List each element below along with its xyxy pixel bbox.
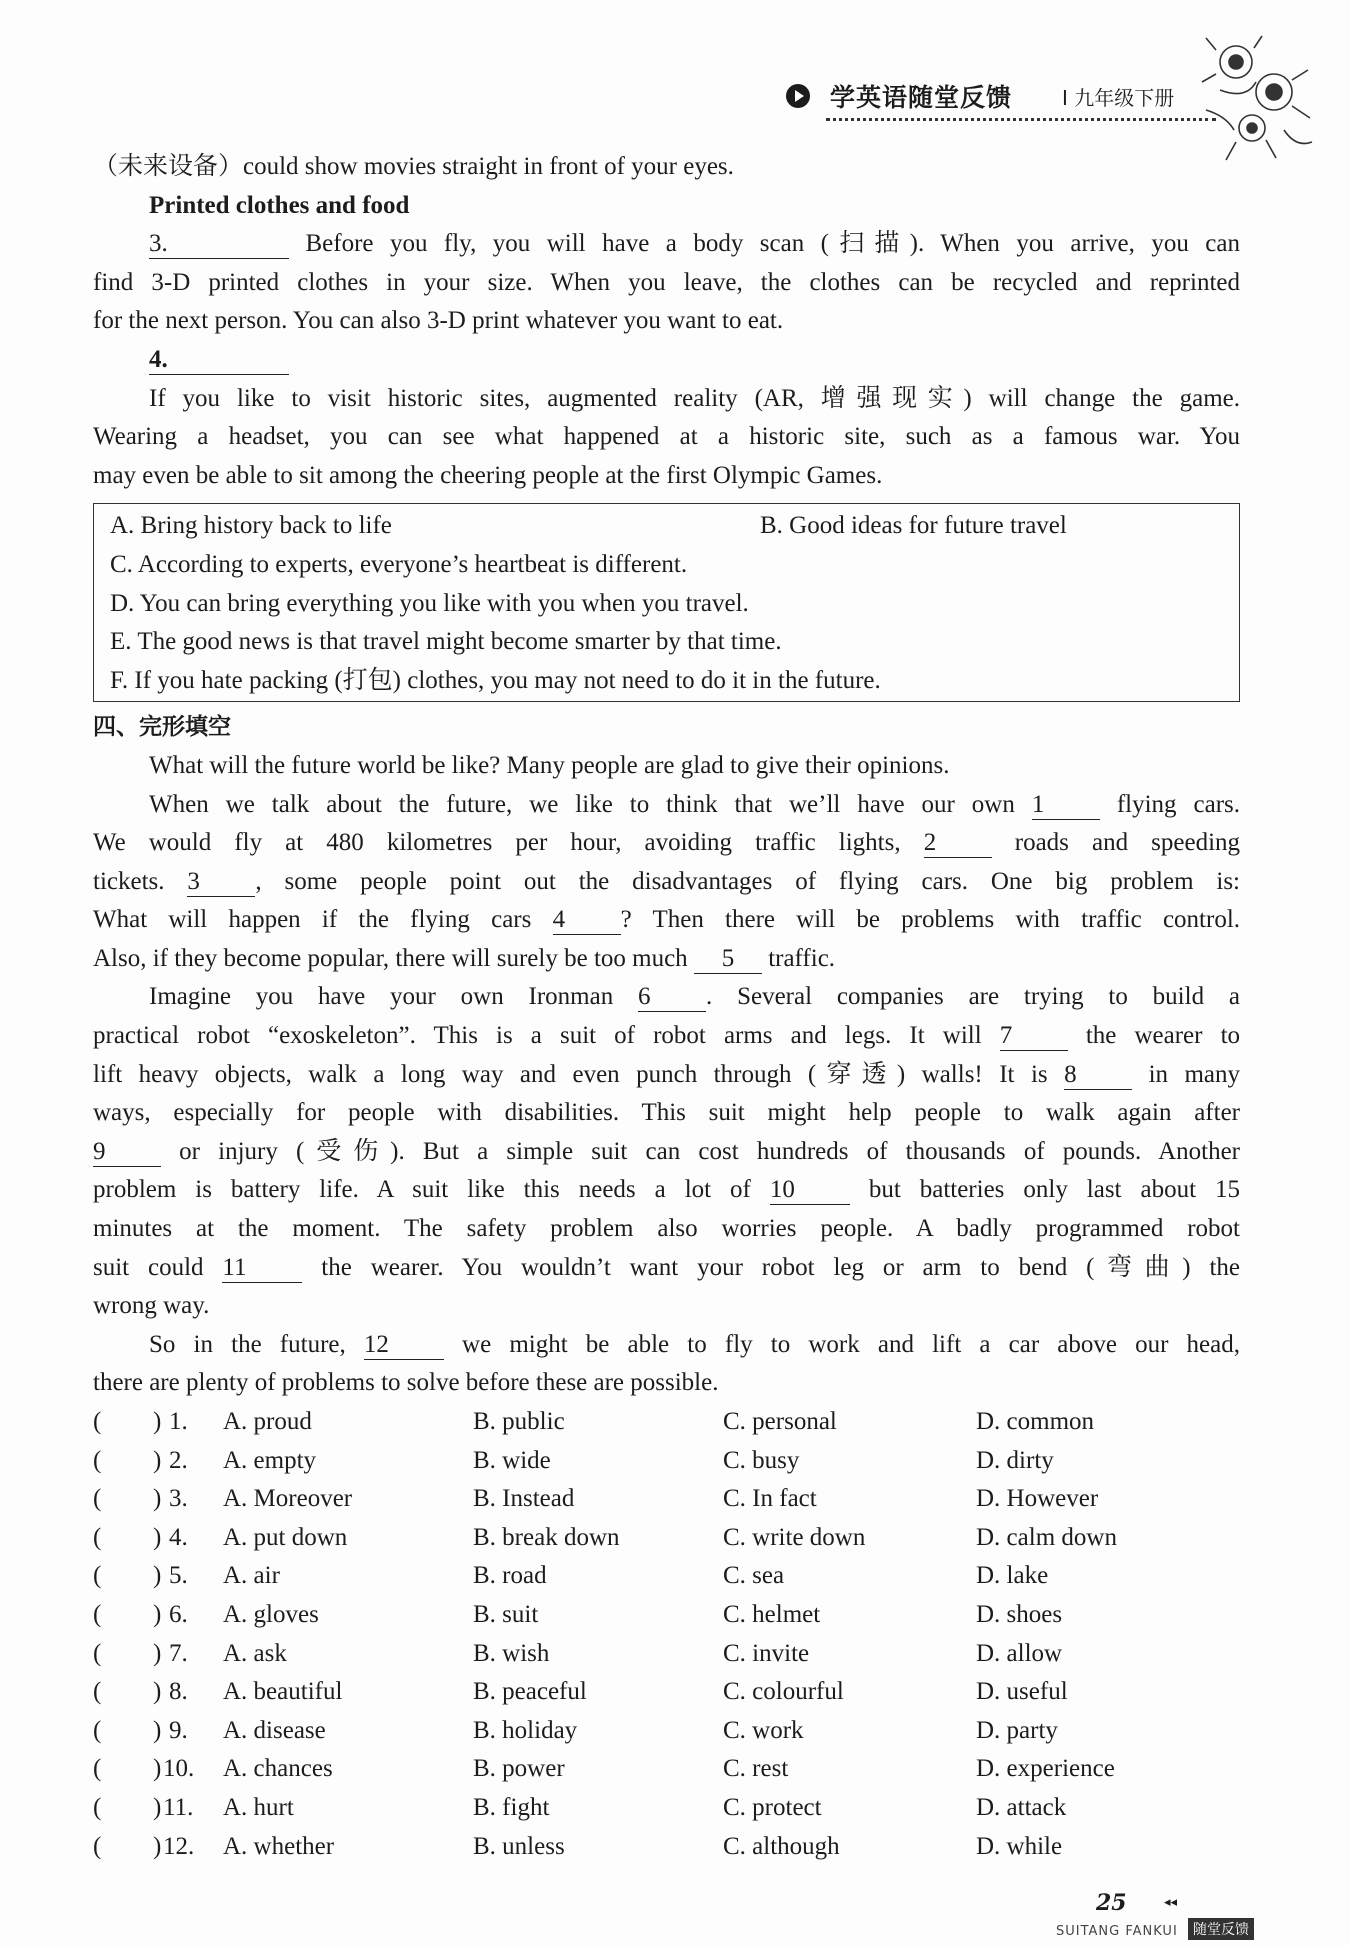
cloze-text: So in the future, xyxy=(149,1330,346,1358)
cloze-text: suit could xyxy=(93,1253,204,1281)
choice-c[interactable]: C. sea xyxy=(723,1562,785,1590)
choice-c[interactable]: C. In fact xyxy=(723,1485,817,1513)
cloze-line-11 xyxy=(93,1133,1240,1172)
answer-paren-open[interactable]: ( xyxy=(93,1485,102,1513)
choice-c[interactable]: C. invite xyxy=(723,1639,810,1667)
title-separator: I xyxy=(1062,86,1068,110)
question-number: 8. xyxy=(169,1678,188,1706)
answer-paren-close: ) xyxy=(153,1639,162,1667)
cloze-text: Also, if they become popular, there will surely be too much xyxy=(93,944,688,972)
answer-paren-open[interactable]: ( xyxy=(93,1793,102,1821)
paragraph-4-line-1: If you like to visit historic sites, augmented reality (AR, 增强现实) will change the game. xyxy=(149,384,1240,412)
choice-a[interactable]: A. put down xyxy=(223,1523,348,1551)
paragraph-3-text: Before you fly, you will have a body scan (扫描). When you arrive, you can xyxy=(305,230,1241,258)
cloze-text: ? Then there will be problems with traffic control. xyxy=(620,906,1241,934)
cloze-blank-8[interactable]: 8 xyxy=(1064,1061,1132,1090)
option-e: E. The good news is that travel might become smarter by that time. xyxy=(110,628,782,656)
question-row xyxy=(93,1596,1240,1635)
choice-b[interactable]: B. Instead xyxy=(473,1485,575,1513)
answer-paren-open[interactable]: ( xyxy=(93,1639,102,1667)
answer-paren-open[interactable]: ( xyxy=(93,1562,102,1590)
answer-paren-open[interactable]: ( xyxy=(93,1408,102,1435)
choice-d[interactable]: D. However xyxy=(976,1485,1099,1513)
answer-paren-open[interactable]: ( xyxy=(93,1755,102,1783)
cloze-text: problem is battery life. A suit like this needs a lot of xyxy=(93,1176,751,1204)
cloze-line-9 xyxy=(93,1056,1240,1095)
cloze-text: flying cars. xyxy=(1116,790,1241,818)
choice-c[interactable]: C. helmet xyxy=(723,1600,821,1628)
question-row xyxy=(93,1635,1240,1674)
cloze-text: We would fly at 480 kilometres per hour, avoiding traffic lights, xyxy=(93,829,901,857)
question-row xyxy=(93,1442,1240,1481)
choice-d[interactable]: D. shoes xyxy=(976,1600,1063,1628)
choice-b[interactable]: B. wish xyxy=(473,1639,550,1667)
answer-paren-close: ) xyxy=(153,1485,162,1513)
question-row xyxy=(93,1519,1240,1558)
paragraph-2-tail: （未来设备）could show movies straight in front of your eyes. xyxy=(93,153,734,180)
options-box xyxy=(93,503,1240,702)
cloze-text: practical robot “exoskeleton”. This is a suit of robot arms and legs. It will xyxy=(93,1022,982,1050)
cloze-line-2 xyxy=(93,786,1240,825)
question-number: 6. xyxy=(169,1600,188,1628)
cloze-text: we might be able to fly to work and lift a car above our head, xyxy=(462,1330,1241,1358)
cloze-text: traffic. xyxy=(768,944,836,972)
cloze-text: or injury (受伤). But a simple suit can cost hundreds of thousands of pounds. Another xyxy=(179,1137,1240,1165)
cloze-line-1: What will the future world be like? Many people are glad to give their opinions. xyxy=(149,751,950,779)
cloze-blank-6[interactable]: 6 xyxy=(638,983,706,1012)
choice-d[interactable]: D. common xyxy=(976,1408,1095,1435)
question-number: 4. xyxy=(169,1523,188,1551)
question-number: 11. xyxy=(163,1793,194,1821)
choice-b[interactable]: B. peaceful xyxy=(473,1678,587,1706)
answer-paren-close: ) xyxy=(153,1793,162,1821)
question-list xyxy=(93,1403,1240,1866)
page-footer xyxy=(1056,1890,1306,1940)
option-c: C. According to experts, everyone’s heartbeat is different. xyxy=(110,550,688,578)
choice-d[interactable]: D. useful xyxy=(976,1678,1068,1706)
paragraph-3-line-1 xyxy=(93,225,1240,264)
choice-b[interactable]: B. fight xyxy=(473,1793,550,1821)
worksheet-body xyxy=(93,148,1240,1866)
question-row xyxy=(93,1712,1240,1751)
question-row xyxy=(93,1480,1240,1519)
question-row xyxy=(93,1403,1240,1442)
cloze-line-8 xyxy=(93,1017,1240,1056)
cloze-line-4 xyxy=(93,863,1240,902)
choice-b[interactable]: B. suit xyxy=(473,1600,539,1628)
question-number: 5. xyxy=(169,1562,188,1590)
question-number: 12. xyxy=(163,1832,195,1860)
answer-paren-close: ) xyxy=(153,1832,162,1860)
answer-paren-close: ) xyxy=(153,1678,162,1706)
options-row-ab xyxy=(110,507,1223,546)
option-a: A. Bring history back to life xyxy=(110,512,392,540)
choice-b[interactable]: B. break down xyxy=(473,1523,620,1551)
header-dotted-rule xyxy=(826,118,1216,121)
choice-a[interactable]: A. hurt xyxy=(223,1793,294,1821)
choice-c[interactable]: C. rest xyxy=(723,1755,789,1783)
choice-c[interactable]: C. protect xyxy=(723,1793,822,1821)
question-number: 9. xyxy=(169,1716,188,1744)
book-title: 学英语随堂反馈 xyxy=(830,83,1013,112)
question-row xyxy=(93,1789,1240,1828)
choice-a[interactable]: A. disease xyxy=(223,1716,326,1744)
option-b: B. Good ideas for future travel xyxy=(760,512,1067,540)
cloze-blank-7[interactable]: 7 xyxy=(1000,1022,1068,1051)
series-label-chinese: 随堂反馈 xyxy=(1188,1918,1254,1940)
series-label-english: SUITANG FANKUI xyxy=(1056,1924,1178,1939)
answer-paren-open[interactable]: ( xyxy=(93,1716,102,1744)
question-number: 1. xyxy=(169,1408,188,1435)
cloze-line-17: there are plenty of problems to solve before these are possible. xyxy=(93,1369,719,1397)
grade-text: 九年级下册 xyxy=(1074,86,1175,110)
choice-c[interactable]: C. work xyxy=(723,1716,804,1744)
choice-d[interactable]: D. allow xyxy=(976,1639,1063,1667)
question-row xyxy=(93,1557,1240,1596)
cloze-text: Imagine you have your own Ironman xyxy=(149,983,614,1011)
answer-paren-open[interactable]: ( xyxy=(93,1600,102,1628)
choice-a[interactable]: A. gloves xyxy=(223,1600,319,1628)
question-row xyxy=(93,1750,1240,1789)
choice-a[interactable]: A. proud xyxy=(223,1408,312,1435)
choice-a[interactable]: A. empty xyxy=(223,1446,317,1474)
cloze-text: tickets. xyxy=(93,867,165,895)
cloze-text: . Several companies are trying to build a xyxy=(706,983,1240,1011)
choice-c[interactable]: C. write down xyxy=(723,1523,866,1551)
cloze-text: but batteries only last about 15 xyxy=(868,1176,1240,1204)
paragraph-4-line-2: Wearing a headset, you can see what happened at a historic site, such as a famous war. You xyxy=(93,423,1240,451)
choice-b[interactable]: B. holiday xyxy=(473,1716,578,1744)
option-d: D. You can bring everything you like with you when you travel. xyxy=(110,589,749,617)
answer-paren-open[interactable]: ( xyxy=(93,1523,102,1551)
choice-a[interactable]: A. ask xyxy=(223,1639,287,1667)
cloze-line-12 xyxy=(93,1171,1240,1210)
double-arrow-left-icon: ◂◂ xyxy=(1164,1894,1178,1909)
cloze-line-16 xyxy=(93,1326,1240,1365)
choice-d[interactable]: D. experience xyxy=(976,1755,1115,1783)
paragraph-4-heading xyxy=(93,341,1240,380)
cloze-blank-1[interactable]: 1 xyxy=(1032,791,1100,820)
page-header xyxy=(786,78,1226,112)
answer-paren-close: ) xyxy=(153,1716,162,1744)
answer-paren-open[interactable]: ( xyxy=(93,1678,102,1706)
cloze-blank-2[interactable]: 2 xyxy=(924,829,992,858)
cloze-blank-11[interactable]: 11 xyxy=(222,1254,302,1283)
choice-b[interactable]: B. public xyxy=(473,1408,565,1435)
option-f: F. If you hate packing (打包) clothes, you may not need to do it in the future. xyxy=(110,666,881,694)
choice-d[interactable]: D. attack xyxy=(976,1793,1067,1821)
grade-label xyxy=(1062,82,1174,111)
heading-blank-3[interactable]: 3. xyxy=(149,230,289,259)
cloze-text: in many xyxy=(1148,1060,1241,1088)
answer-paren-close: ) xyxy=(153,1408,162,1435)
cloze-blank-10[interactable]: 10 xyxy=(770,1176,850,1205)
choice-c[interactable]: C. busy xyxy=(723,1446,800,1474)
cloze-blank-9[interactable]: 9 xyxy=(93,1138,161,1167)
cloze-line-15: wrong way. xyxy=(93,1292,210,1320)
cloze-text: What will happen if the flying cars xyxy=(93,906,532,934)
cloze-text: lift heavy objects, walk a long way and even punch through (穿透) walls! It is xyxy=(93,1060,1048,1088)
choice-b[interactable]: B. road xyxy=(473,1562,547,1590)
cloze-line-10: ways, especially for people with disabilities. This suit might help people to walk again after xyxy=(93,1099,1240,1127)
choice-b[interactable]: B. unless xyxy=(473,1832,565,1860)
cloze-line-3 xyxy=(93,824,1240,863)
choice-c[interactable]: C. although xyxy=(723,1832,840,1860)
choice-a[interactable]: A. beautiful xyxy=(223,1678,343,1706)
answer-paren-open[interactable]: ( xyxy=(93,1446,102,1474)
choice-a[interactable]: A. air xyxy=(223,1562,280,1590)
choice-a[interactable]: A. chances xyxy=(223,1755,333,1783)
answer-paren-close: ) xyxy=(153,1523,162,1551)
question-number: 3. xyxy=(169,1485,188,1513)
answer-paren-open[interactable]: ( xyxy=(93,1832,102,1860)
cloze-line-6 xyxy=(93,940,1240,979)
choice-b[interactable]: B. power xyxy=(473,1755,565,1783)
cloze-text: the wearer to xyxy=(1085,1022,1241,1050)
choice-d[interactable]: D. dirty xyxy=(976,1446,1054,1474)
question-row xyxy=(93,1673,1240,1712)
question-number: 2. xyxy=(169,1446,188,1474)
paragraph-4-line-3: may even be able to sit among the cheering people at the first Olympic Games. xyxy=(93,461,883,489)
heading-blank-4[interactable]: 4. xyxy=(149,346,289,375)
cloze-text: , some people point out the disadvantages of flying cars. One big problem is: xyxy=(255,867,1241,895)
answer-paren-close: ) xyxy=(153,1755,162,1783)
cloze-line-13: minutes at the moment. The safety problem also worries people. A badly programmed robot xyxy=(93,1215,1240,1243)
choice-b[interactable]: B. wide xyxy=(473,1446,551,1474)
cloze-blank-4[interactable]: 4 xyxy=(553,906,621,935)
answer-paren-close: ) xyxy=(153,1562,162,1590)
choice-d[interactable]: D. while xyxy=(976,1832,1063,1860)
answer-paren-close: ) xyxy=(153,1446,162,1474)
cloze-blank-3[interactable]: 3 xyxy=(187,868,255,897)
choice-d[interactable]: D. calm down xyxy=(976,1523,1117,1551)
paragraph-3-line-2: find 3-D printed clothes in your size. When you leave, the clothes can be recycled and reprinted xyxy=(93,268,1240,296)
section-heading-cloze: 四、完形填空 xyxy=(93,714,231,741)
cloze-blank-12[interactable]: 12 xyxy=(364,1331,444,1360)
choice-d[interactable]: D. lake xyxy=(976,1562,1049,1590)
cloze-line-5 xyxy=(93,901,1240,940)
question-number: 7. xyxy=(169,1639,188,1667)
cloze-blank-5[interactable]: 5 xyxy=(694,945,762,974)
cloze-text: When we talk about the future, we like to think that we’ll have our own xyxy=(149,790,1015,818)
choice-d[interactable]: D. party xyxy=(976,1716,1058,1744)
choice-c[interactable]: C. colourful xyxy=(723,1678,844,1706)
cloze-text: roads and speeding xyxy=(1014,829,1241,857)
cloze-text: the wearer. You wouldn’t want your robot leg or arm to bend (弯曲) the xyxy=(321,1253,1241,1281)
choice-c[interactable]: C. personal xyxy=(723,1408,837,1435)
choice-a[interactable]: A. whether xyxy=(223,1832,335,1860)
answer-paren-close: ) xyxy=(153,1600,162,1628)
cloze-line-7 xyxy=(93,978,1240,1017)
page-number: 25 xyxy=(1096,1890,1127,1916)
play-icon xyxy=(786,84,810,108)
question-number: 10. xyxy=(163,1755,195,1783)
question-row xyxy=(93,1828,1240,1867)
paragraph-3-line-3: for the next person. You can also 3-D print whatever you want to eat. xyxy=(93,307,784,335)
choice-a[interactable]: A. Moreover xyxy=(223,1485,353,1513)
subheading-printed-clothes: Printed clothes and food xyxy=(149,191,410,219)
cloze-line-14 xyxy=(93,1249,1240,1288)
